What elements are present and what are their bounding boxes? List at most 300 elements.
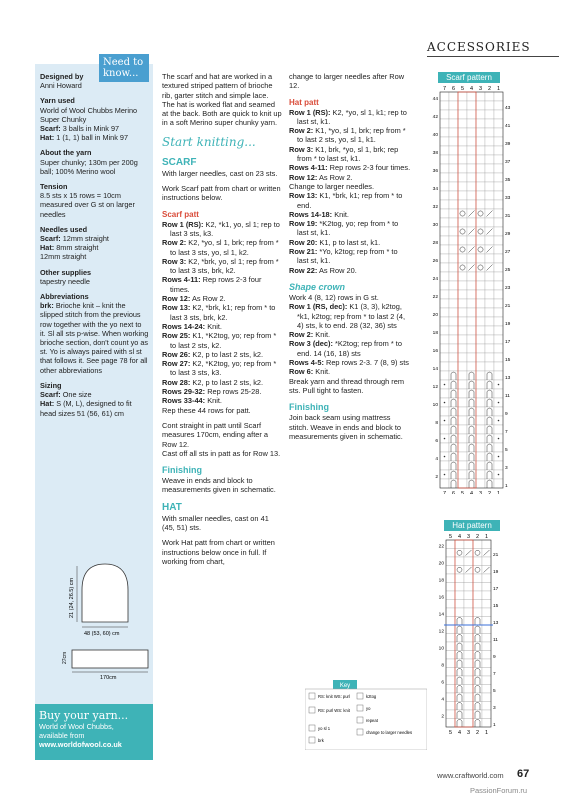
chart-cell (446, 600, 455, 609)
chart-row-label: 42 (432, 114, 438, 120)
chart-cell (467, 236, 476, 245)
scarf-width-label: 170cm (100, 675, 117, 680)
need-to-know-tag: Need to know... (99, 54, 149, 82)
chart-cell (440, 209, 449, 218)
designed-by: Anni Howard (40, 81, 82, 91)
chart-cell (473, 549, 482, 558)
chart-cell (482, 634, 491, 643)
pattern-row: Row 20: K1, p to last st, k1. (289, 237, 381, 247)
chart-cell (449, 434, 458, 443)
chart-cell (476, 434, 485, 443)
chart-cell (440, 191, 449, 200)
chart-cell (458, 182, 467, 191)
pattern-row: Change to larger needles. (289, 181, 375, 191)
chart-row-label: 33 (505, 195, 511, 201)
chart-cell (455, 549, 464, 558)
chart-cell (449, 92, 458, 101)
chart-cell (482, 574, 491, 583)
chart-cell (458, 389, 467, 398)
chart-cell (467, 452, 476, 461)
chart-cell (494, 146, 503, 155)
chart-cell (440, 425, 449, 434)
chart-cell (467, 389, 476, 398)
chart-cell (485, 416, 494, 425)
chart-cell (440, 182, 449, 191)
chart-cell (467, 110, 476, 119)
chart-cell (485, 443, 494, 452)
chart-cell (440, 236, 449, 245)
chart-cell (455, 668, 464, 677)
chart-cell (494, 218, 503, 227)
chart-cell (476, 236, 485, 245)
chart-row-label: 25 (505, 267, 511, 273)
chart-cell (455, 617, 464, 626)
chart-cell (446, 634, 455, 643)
chart-cell (458, 470, 467, 479)
heading-rule (427, 56, 559, 57)
chart-cell (467, 335, 476, 344)
key-item-label: brk (318, 738, 324, 743)
chart-cell (473, 651, 482, 660)
chart-cell (449, 263, 458, 272)
chart-cell (464, 693, 473, 702)
chart-cell (449, 308, 458, 317)
chart-cell (467, 398, 476, 407)
chart-cell (449, 407, 458, 416)
chart-cell (494, 191, 503, 200)
chart-cell (473, 608, 482, 617)
chart-cell (467, 479, 476, 488)
key-swatch (357, 705, 363, 711)
chart-cell (449, 110, 458, 119)
chart-cell (494, 443, 503, 452)
chart-row-label: 3 (493, 705, 496, 711)
chart-cell (467, 461, 476, 470)
chart-cell (440, 407, 449, 416)
chart-cell (473, 600, 482, 609)
chart-cell (494, 425, 503, 434)
chart-row-label: 16 (438, 595, 444, 601)
chart-cell (476, 155, 485, 164)
chart-cell (467, 407, 476, 416)
chart-cell (494, 389, 503, 398)
pattern-row: Row 28: K2, p to last 2 sts, k2. (162, 377, 264, 387)
chart-cell (476, 380, 485, 389)
purl-dot (498, 438, 500, 440)
chart-cell (458, 236, 467, 245)
chart-cell (458, 92, 467, 101)
chart-cell (440, 155, 449, 164)
scarf-shape (72, 650, 148, 668)
chart-cell (476, 479, 485, 488)
chart-row-label: 1 (493, 722, 496, 728)
chart-row-label: 15 (493, 603, 499, 609)
hat-rows-list (289, 108, 411, 275)
chart-cell (455, 651, 464, 660)
chart-row-label: 19 (493, 569, 499, 575)
chart-cell (485, 452, 494, 461)
chart-cell (485, 479, 494, 488)
chart-cell (485, 335, 494, 344)
scarf-patt-heading: Scarf patt (162, 209, 199, 219)
chart-cell (458, 362, 467, 371)
scarf-cast-on: With larger needles, cast on 23 sts. (162, 168, 278, 178)
chart-cell (494, 335, 503, 344)
chart-cell (458, 434, 467, 443)
chart-row-label: 14 (438, 612, 444, 618)
hat-cast-on: With smaller needles, cast on 41 (45, 51) sts. (162, 513, 269, 532)
chart-cell (476, 398, 485, 407)
chart-cell (440, 308, 449, 317)
chart-row-label: 18 (438, 578, 444, 584)
chart-col-label: 2 (475, 730, 480, 736)
chart-cell (455, 642, 464, 651)
chart-cell (476, 290, 485, 299)
chart-cell (473, 676, 482, 685)
chart-cell (476, 407, 485, 416)
chart-cell (473, 685, 482, 694)
chart-cell (449, 479, 458, 488)
chart-cell (476, 182, 485, 191)
chart-cell (485, 110, 494, 119)
chart-cell (467, 182, 476, 191)
yarn-hat: Hat: 1 (1, 1) ball in Mink 97 (40, 133, 129, 143)
chart-cell (476, 227, 485, 236)
needles-scarf: Scarf: 12mm straight (40, 234, 109, 244)
chart-cell (467, 317, 476, 326)
chart-cell (455, 710, 464, 719)
sizing-hat: Hat: S (M, L), designed to fit head sizes 51 (56, 61) cm (40, 399, 132, 418)
chart-cell (476, 308, 485, 317)
chart-col-label: 3 (466, 534, 471, 540)
chart-cell (449, 290, 458, 299)
pattern-row: Row 12: As Row 2. (162, 294, 226, 304)
chart-col-label: 2 (487, 491, 492, 494)
chart-cell (467, 281, 476, 290)
chart-cell (467, 101, 476, 110)
chart-cell (458, 146, 467, 155)
pattern-row: Rows 29-32: Rep rows 25-28. (162, 387, 262, 397)
key-swatch (309, 707, 315, 713)
chart-cell (458, 173, 467, 182)
pattern-row: Row 3: K2, *brk, yo, sl 1; rep from * to last 3 sts, brk, k2. (162, 256, 279, 276)
chart-cell (449, 326, 458, 335)
chart-col-label: 4 (469, 86, 474, 92)
chart-cell (455, 566, 464, 575)
pattern-row: Row 6: Knit. (289, 367, 331, 377)
chart-cell (458, 164, 467, 173)
chart-cell (440, 362, 449, 371)
chart-cell (458, 353, 467, 362)
scarf-finishing: Weave in ends and block to measurements given in schematic. (162, 476, 276, 495)
chart-cell (467, 191, 476, 200)
scarf-height-label: 27cm (62, 651, 68, 664)
chart-cell (494, 119, 503, 128)
chart-cell (440, 272, 449, 281)
chart-cell (458, 344, 467, 353)
chart-cell (449, 101, 458, 110)
chart-cell (485, 101, 494, 110)
chart-row-label: 36 (432, 168, 438, 174)
scarf-heading: SCARF (162, 156, 197, 168)
chart-row-label: 12 (432, 384, 438, 390)
chart-cell (455, 693, 464, 702)
chart-col-label: 2 (487, 86, 492, 92)
chart-cell (458, 200, 467, 209)
chart-cell (449, 146, 458, 155)
buy-yarn-link[interactable]: www.worldofwool.co.uk (39, 740, 122, 749)
chart-cell (458, 137, 467, 146)
needles-hat-2: 12mm straight (40, 252, 87, 262)
chart-cell (440, 371, 449, 380)
chart-cell (455, 625, 464, 634)
buy-yarn-box (35, 704, 153, 760)
chart-cell (467, 470, 476, 479)
chart-cell (455, 574, 464, 583)
chart-row-label: 34 (432, 186, 438, 192)
chart-cell (455, 685, 464, 694)
chart-cell (494, 326, 503, 335)
chart-cell (449, 443, 458, 452)
chart-cell (464, 702, 473, 711)
chart-cell (464, 676, 473, 685)
chart-cell (485, 317, 494, 326)
chart-cell (449, 119, 458, 128)
chart-row-label: 7 (493, 671, 496, 677)
chart-cell (494, 362, 503, 371)
sizing-scarf: Scarf: One size (40, 390, 92, 400)
chart-cell (485, 119, 494, 128)
chart-cell (449, 416, 458, 425)
chart-cell (440, 119, 449, 128)
chart-cell (467, 272, 476, 281)
shape-crown-heading: Shape crown (289, 281, 346, 292)
chart-cell (485, 353, 494, 362)
chart-cell (476, 317, 485, 326)
scarf-rows-list (162, 220, 282, 406)
chart-cell (464, 583, 473, 592)
chart-col-label: 6 (451, 491, 456, 494)
chart-cell (440, 479, 449, 488)
pattern-row: Row 27: K2, *K2tog, yo; rep from * to last 3 sts, k3. (162, 359, 277, 378)
chart-cell (467, 254, 476, 263)
chart-cell (467, 308, 476, 317)
chart-cell (485, 272, 494, 281)
chart-cell (455, 676, 464, 685)
instructions-column-2 (289, 72, 411, 441)
pattern-row: Row 2: Knit. (289, 330, 331, 340)
other-supplies-heading: Other supplies (40, 267, 92, 277)
chart-row-label: 11 (505, 393, 510, 399)
chart-cell (458, 452, 467, 461)
chart-cell (440, 245, 449, 254)
chart-cell (446, 693, 455, 702)
key-title: Key (339, 683, 351, 689)
pattern-row: Row 13: K2, *brk, k1; rep from * to last 3 sts, brk, k2. (162, 303, 276, 322)
chart-cell (473, 719, 482, 728)
chart-cell (467, 155, 476, 164)
chart-cell (485, 254, 494, 263)
hat-shape (82, 564, 128, 622)
chart-cell (494, 227, 503, 236)
chart-row-label: 39 (505, 141, 511, 147)
chart-cell (446, 566, 455, 575)
chart-cell (449, 371, 458, 380)
purl-dot (498, 402, 500, 404)
footer-url[interactable]: www.craftworld.com (437, 771, 504, 780)
chart-row-label: 4 (441, 697, 444, 703)
purl-dot (498, 384, 500, 386)
chart-row-label: 3 (505, 465, 508, 471)
chart-cell (485, 434, 494, 443)
chart-cell (449, 254, 458, 263)
chart-cell (464, 540, 473, 549)
chart-cell (485, 389, 494, 398)
needles-heading: Needles used (40, 224, 88, 234)
chart-cell (449, 362, 458, 371)
chart-col-label: 3 (478, 86, 483, 92)
other-supplies: tapestry needle (40, 276, 90, 286)
chart-cell (482, 693, 491, 702)
pattern-row: Row 1 (RS): K2, *yo, sl 1, k1; rep to last st, k1. (289, 107, 407, 126)
chart-cell (458, 101, 467, 110)
chart-cell (455, 702, 464, 711)
chart-row-label: 8 (441, 663, 444, 669)
chart-cell (485, 137, 494, 146)
chart-row-label: 23 (505, 285, 511, 291)
chart-cell (473, 702, 482, 711)
chart-cell (464, 685, 473, 694)
pattern-row: Rows 14-18: Knit. (289, 209, 349, 219)
chart-cell (449, 470, 458, 479)
chart-cell (476, 254, 485, 263)
chart-cell (482, 642, 491, 651)
chart-cell (446, 549, 455, 558)
chart-cell (458, 281, 467, 290)
chart-cell (467, 290, 476, 299)
chart-cell (467, 353, 476, 362)
chart-cell (449, 281, 458, 290)
chart-cell (440, 290, 449, 299)
key-swatch (357, 717, 363, 723)
chart-cell (449, 227, 458, 236)
key-item-label: RS: purl WS: knit (318, 708, 350, 713)
chart-cell (458, 218, 467, 227)
chart-cell (476, 461, 485, 470)
chart-row-label: 2 (441, 714, 444, 720)
hat-work-patt: Work Hat patt from chart or written instructions below once in full. If working from chart, (162, 538, 275, 566)
chart-col-label: 1 (496, 491, 501, 494)
chart-cell (482, 600, 491, 609)
scarf-finishing-heading: Finishing (162, 465, 202, 476)
chart-col-label: 5 (460, 86, 465, 92)
chart-cell (494, 101, 503, 110)
chart-cell (449, 182, 458, 191)
chart-cell (458, 335, 467, 344)
chart-cell (467, 146, 476, 155)
chart-cell (455, 600, 464, 609)
chart-cell (494, 353, 503, 362)
chart-col-label: 6 (451, 86, 456, 92)
chart-cell (458, 209, 467, 218)
chart-row-label: 21 (505, 303, 511, 309)
chart-key (305, 680, 427, 750)
chart-cell (476, 146, 485, 155)
section-heading: ACCESSORIES (427, 40, 531, 54)
chart-cell (455, 634, 464, 643)
chart-cell (485, 425, 494, 434)
chart-cell (473, 540, 482, 549)
chart-cell (467, 371, 476, 380)
hat-continue: change to larger needles after Row 12. (289, 72, 405, 91)
chart-cell (476, 281, 485, 290)
chart-row-label: 13 (493, 620, 499, 626)
pattern-row: Row 19: *K2tog, yo; rep from * to last st, k1. (289, 219, 399, 238)
pattern-row: Row 13: K1, *brk, k1; rep from * to end. (289, 191, 403, 210)
chart-cell (449, 452, 458, 461)
chart-cell (494, 209, 503, 218)
chart-cell (440, 173, 449, 182)
chart-cell (446, 625, 455, 634)
chart-cell (494, 308, 503, 317)
chart-cell (449, 164, 458, 173)
chart-cell (449, 461, 458, 470)
chart-cell (449, 272, 458, 281)
chart-row-label: 16 (432, 348, 438, 354)
chart-cell (494, 272, 503, 281)
chart-row-label: 37 (505, 159, 511, 165)
buy-yarn-line1: World of Wool Chubbs, (39, 722, 114, 731)
chart-cell (494, 200, 503, 209)
chart-row-label: 5 (505, 447, 508, 453)
chart-cell (494, 371, 503, 380)
chart-cell (449, 137, 458, 146)
chart-cell (458, 443, 467, 452)
chart-cell (449, 317, 458, 326)
chart-row-label: 21 (493, 552, 499, 558)
chart-cell (458, 119, 467, 128)
pattern-row: Row 21: *Yo, k2tog; rep from * to last st, k1. (289, 247, 398, 266)
chart-row-label: 4 (435, 456, 438, 462)
chart-row-label: 11 (493, 637, 498, 643)
chart-col-label: 4 (469, 491, 474, 494)
scarf-repeat: Rep these 44 rows for patt. (162, 405, 251, 415)
chart-row-label: 5 (493, 688, 496, 694)
chart-cell (485, 308, 494, 317)
pattern-row: Row 22: As Row 20. (289, 265, 357, 275)
scarf-work-patt: Work Scarf patt from chart or written instructions below. (162, 184, 281, 203)
chart-cell (455, 719, 464, 728)
chart-cell (467, 173, 476, 182)
chart-cell (440, 299, 449, 308)
key-swatch (309, 737, 315, 743)
chart-col-label: 7 (442, 86, 447, 92)
about-yarn: Super chunky; 130m per 200g ball; 100% Merino wool (40, 157, 138, 176)
chart-cell (485, 461, 494, 470)
chart-cell (467, 299, 476, 308)
chart-cell (482, 659, 491, 668)
chart-cell (467, 416, 476, 425)
chart-cell (485, 200, 494, 209)
chart-cell (494, 281, 503, 290)
chart-cell (455, 659, 464, 668)
chart-cell (482, 557, 491, 566)
hat-chart-title: Hat pattern (444, 520, 500, 531)
chart-cell (455, 608, 464, 617)
purl-dot (444, 384, 446, 386)
chart-row-label: 7 (505, 429, 508, 435)
chart-cell (458, 299, 467, 308)
